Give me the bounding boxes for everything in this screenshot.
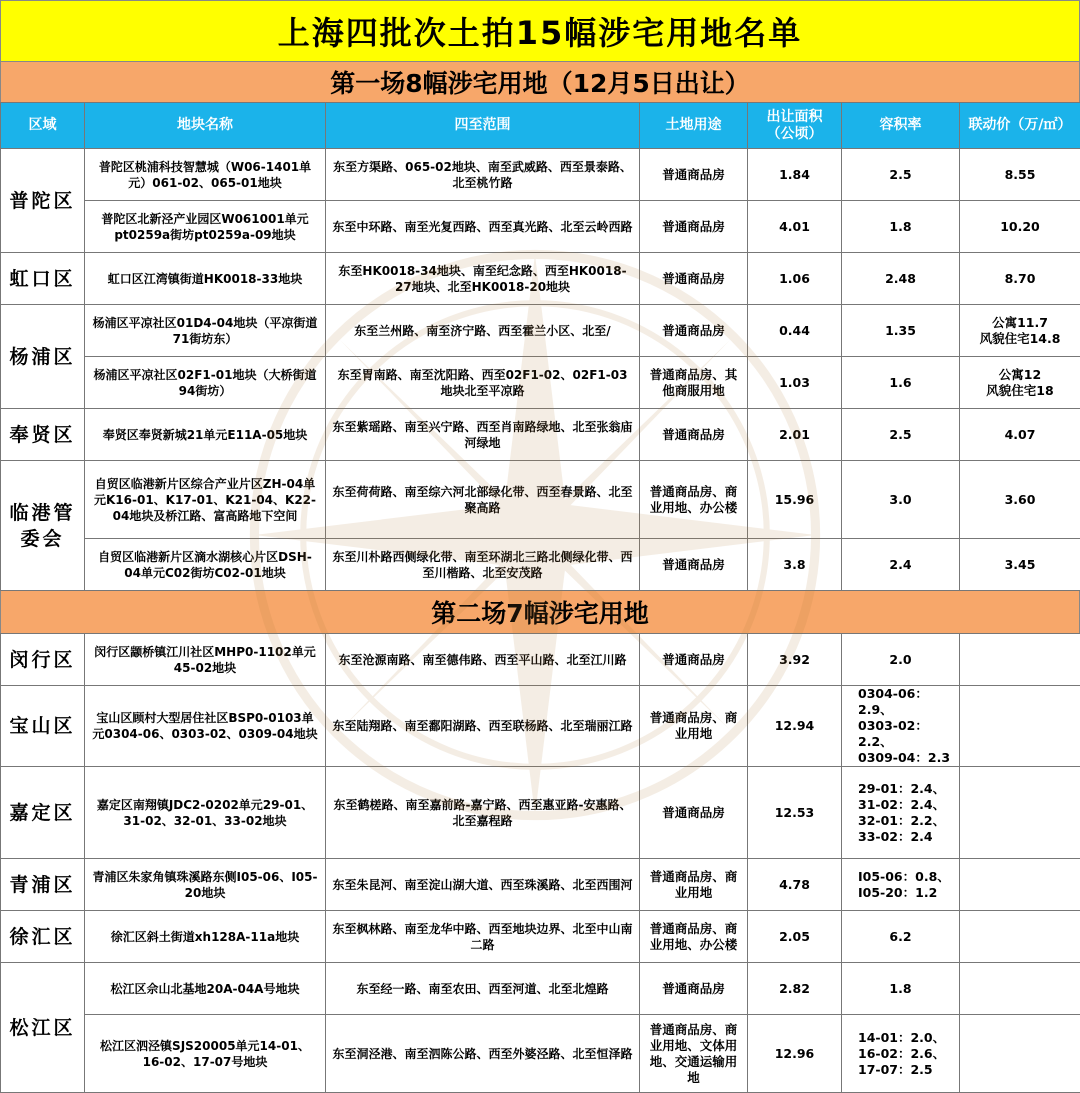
range-cell: 东至荷荷路、南至综六河北部绿化带、西至春景路、北至聚高路 [326,461,640,539]
table-row [1,409,1080,461]
district-cell: 青浦区 [1,859,85,911]
far-cell: 29-01：2.4、 31-02：2.4、 32-01：2.2、 33-02：2.4 [842,767,960,859]
area-cell: 4.78 [748,859,842,911]
price-cell [960,963,1080,1015]
use-cell: 普通商品房、商业用地 [640,859,748,911]
far-cell: 3.0 [842,461,960,539]
price-cell: 公寓12 风貌住宅18 [960,357,1080,409]
table-header-row [1,103,1080,149]
far-cell: 2.48 [842,253,960,305]
plot-cell: 杨浦区平凉社区02F1-01地块（大桥街道94街坊） [85,357,326,409]
section-2-title: 第二场7幅涉宅用地 [0,591,1080,633]
range-cell: 东至方渠路、065-02地块、南至武威路、西至景泰路、北至桃竹路 [326,149,640,201]
far-cell: 6.2 [842,911,960,963]
price-cell [960,859,1080,911]
table-row [1,686,1080,767]
far-cell: I05-06：0.8、 I05-20：1.2 [842,859,960,911]
area-cell: 12.53 [748,767,842,859]
district-cell: 杨浦区 [1,305,85,409]
price-cell: 公寓11.7 风貌住宅14.8 [960,305,1080,357]
use-cell: 普通商品房 [640,253,748,305]
table-row [1,357,1080,409]
table-row [1,1015,1080,1093]
range-cell: 东至经一路、南至农田、西至河道、北至北煌路 [326,963,640,1015]
header-district: 区域 [1,103,85,149]
price-cell: 8.70 [960,253,1080,305]
use-cell: 普通商品房、商业用地、办公楼 [640,461,748,539]
range-cell: 东至鹤槎路、南至嘉前路-嘉宁路、西至惠亚路-安惠路、北至嘉程路 [326,767,640,859]
price-cell: 3.45 [960,539,1080,591]
area-cell: 2.01 [748,409,842,461]
price-cell: 3.60 [960,461,1080,539]
area-cell: 1.06 [748,253,842,305]
header-price: 联动价（万/㎡） [960,103,1080,149]
plot-cell: 奉贤区奉贤新城21单元E11A-05地块 [85,409,326,461]
far-cell: 1.6 [842,357,960,409]
session-1-table [0,102,1080,591]
plot-cell: 杨浦区平凉社区01D4-04地块（平凉街道71街坊东） [85,305,326,357]
use-cell: 普通商品房、其他商服用地 [640,357,748,409]
section-1-title: 第一场8幅涉宅用地（12月5日出让） [0,62,1080,102]
range-cell: 东至HK0018-34地块、南至纪念路、西至HK0018-27地块、北至HK0018-20地块 [326,253,640,305]
range-cell: 东至陆翔路、南至鄱阳湖路、西至联杨路、北至瑞丽江路 [326,686,640,767]
table-row [1,767,1080,859]
price-cell: 4.07 [960,409,1080,461]
district-cell: 松江区 [1,963,85,1093]
plot-cell: 虹口区江湾镇街道HK0018-33地块 [85,253,326,305]
table-row [1,461,1080,539]
far-cell: 1.8 [842,201,960,253]
table-row [1,859,1080,911]
far-cell: 0304-06：2.9、 0303-02：2.2、 0309-04：2.3 [842,686,960,767]
plot-cell: 普陀区桃浦科技智慧城（W06-1401单元）061-02、065-01地块 [85,149,326,201]
far-cell: 1.8 [842,963,960,1015]
area-cell: 2.05 [748,911,842,963]
range-cell: 东至川朴路西侧绿化带、南至环湖北三路北侧绿化带、西至川楷路、北至安茂路 [326,539,640,591]
header-area: 出让面积（公顷） [748,103,842,149]
table-row [1,201,1080,253]
district-cell: 徐汇区 [1,911,85,963]
area-cell: 1.84 [748,149,842,201]
session-1-body [1,149,1080,591]
header-range: 四至范围 [326,103,640,149]
plot-cell: 自贸区临港新片区综合产业片区ZH-04单元K16-01、K17-01、K21-04、K22-04地块及桥江路、富高路地下空间 [85,461,326,539]
plot-cell: 嘉定区南翔镇JDC2-0202单元29-01、31-02、32-01、33-02地块 [85,767,326,859]
district-cell: 嘉定区 [1,767,85,859]
plot-cell: 松江区泗泾镇SJS20005单元14-01、16-02、17-07号地块 [85,1015,326,1093]
area-cell: 2.82 [748,963,842,1015]
range-cell: 东至胃南路、南至沈阳路、西至02F1-02、02F1-03地块北至平凉路 [326,357,640,409]
price-cell: 8.55 [960,149,1080,201]
session-2-table [0,633,1080,1093]
table-row [1,253,1080,305]
use-cell: 普通商品房、商业用地、文体用地、交通运输用地 [640,1015,748,1093]
header-far: 容积率 [842,103,960,149]
plot-cell: 宝山区顾村大型居住社区BSP0-0103单元0304-06、0303-02、0309-04地块 [85,686,326,767]
page-title: 上海四批次土拍15幅涉宅用地名单 [0,0,1080,62]
price-cell [960,1015,1080,1093]
area-cell: 0.44 [748,305,842,357]
area-cell: 12.94 [748,686,842,767]
plot-cell: 徐汇区斜土街道xh128A-11a地块 [85,911,326,963]
area-cell: 3.92 [748,634,842,686]
district-cell: 闵行区 [1,634,85,686]
range-cell: 东至朱昆河、南至淀山湖大道、西至珠溪路、北至西围河 [326,859,640,911]
far-cell: 2.4 [842,539,960,591]
use-cell: 普通商品房 [640,409,748,461]
price-cell [960,767,1080,859]
area-cell: 4.01 [748,201,842,253]
district-cell: 临港管委会 [1,461,85,591]
table-row [1,911,1080,963]
use-cell: 普通商品房 [640,539,748,591]
use-cell: 普通商品房 [640,634,748,686]
use-cell: 普通商品房 [640,149,748,201]
table-row [1,963,1080,1015]
table-row [1,305,1080,357]
district-cell: 普陀区 [1,149,85,253]
range-cell: 东至兰州路、南至济宁路、西至霍兰小区、北至/ [326,305,640,357]
plot-cell: 松江区佘山北基地20A-04A号地块 [85,963,326,1015]
use-cell: 普通商品房 [640,305,748,357]
range-cell: 东至紫瑶路、南至兴宁路、西至肖南路绿地、北至张翁庙河绿地 [326,409,640,461]
range-cell: 东至枫林路、南至龙华中路、西至地块边界、北至中山南二路 [326,911,640,963]
header-plot: 地块名称 [85,103,326,149]
table-row [1,539,1080,591]
district-cell: 奉贤区 [1,409,85,461]
range-cell: 东至中环路、南至光复西路、西至真光路、北至云岭西路 [326,201,640,253]
district-cell: 宝山区 [1,686,85,767]
far-cell: 2.5 [842,409,960,461]
plot-cell: 青浦区朱家角镇珠溪路东侧I05-06、I05-20地块 [85,859,326,911]
use-cell: 普通商品房 [640,201,748,253]
far-cell: 2.0 [842,634,960,686]
range-cell: 东至洞泾港、南至泗陈公路、西至外婆泾路、北至恒泽路 [326,1015,640,1093]
price-cell [960,634,1080,686]
price-cell [960,686,1080,767]
plot-cell: 普陀区北新泾产业园区W061001单元pt0259a街坊pt0259a-09地块 [85,201,326,253]
area-cell: 12.96 [748,1015,842,1093]
area-cell: 1.03 [748,357,842,409]
use-cell: 普通商品房 [640,963,748,1015]
session-2-body [1,634,1080,1093]
use-cell: 普通商品房、商业用地、办公楼 [640,911,748,963]
use-cell: 普通商品房、商业用地 [640,686,748,767]
far-cell: 2.5 [842,149,960,201]
table-row [1,634,1080,686]
district-cell: 虹口区 [1,253,85,305]
plot-cell: 闵行区颛桥镇江川社区MHP0-1102单元45-02地块 [85,634,326,686]
far-cell: 14-01：2.0、 16-02：2.6、 17-07：2.5 [842,1015,960,1093]
far-cell: 1.35 [842,305,960,357]
range-cell: 东至沧源南路、南至德伟路、西至平山路、北至江川路 [326,634,640,686]
use-cell: 普通商品房 [640,767,748,859]
price-cell [960,911,1080,963]
price-cell: 10.20 [960,201,1080,253]
table-row [1,149,1080,201]
header-use: 土地用途 [640,103,748,149]
area-cell: 15.96 [748,461,842,539]
plot-cell: 自贸区临港新片区滴水湖核心片区DSH-04单元C02街坊C02-01地块 [85,539,326,591]
area-cell: 3.8 [748,539,842,591]
